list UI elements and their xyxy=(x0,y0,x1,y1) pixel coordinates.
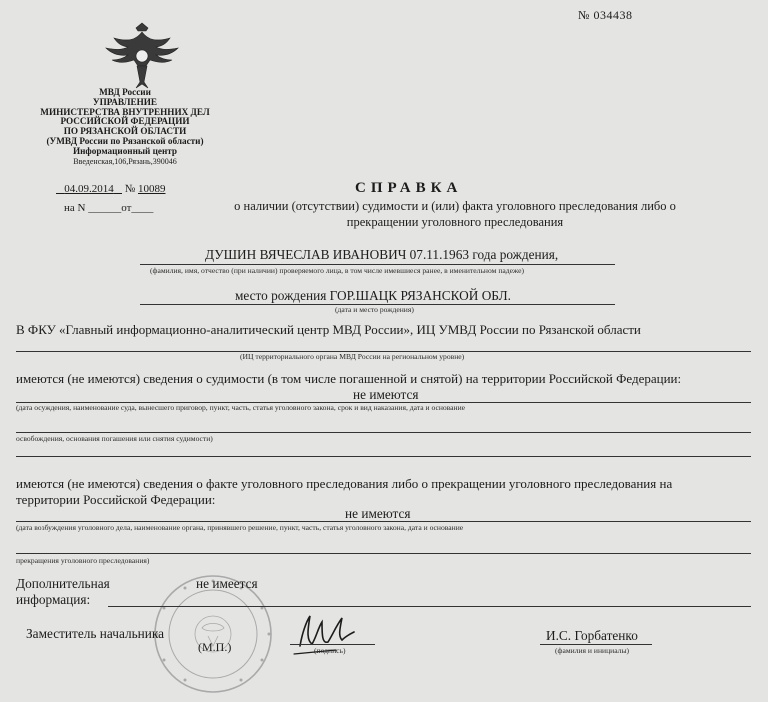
stamp-label: (М.П.) xyxy=(198,640,232,654)
org-line: РОССИЙСКОЙ ФЕДЕРАЦИИ xyxy=(60,116,190,127)
convictions-rule-2 xyxy=(16,432,751,433)
additional-value: не имеется xyxy=(196,576,258,591)
prosecution-value: не имеются xyxy=(345,506,411,521)
person-rule xyxy=(140,264,615,265)
prosecution-rule-1 xyxy=(16,521,751,522)
name-caption: (фамилия и инициалы) xyxy=(555,646,630,655)
organization-header xyxy=(25,88,225,166)
org-line: ПО РЯЗАНСКОЙ ОБЛАСТИ xyxy=(63,126,187,137)
organ-value: В ФКУ «Главный информационно-аналитический центр МВД России», ИЦ УМВД России по Рязанской области xyxy=(16,322,641,337)
convictions-caption-1: (дата осуждения, наименование суда, вынесшего приговор, пункт, часть, статья уголовного закона, срок и вид наказания, дата и основание xyxy=(16,403,466,412)
prosecution-statement-2: территории Российской Федерации: xyxy=(16,492,216,507)
convictions-value: не имеются xyxy=(353,387,419,402)
signoff-position: Заместитель начальника xyxy=(26,626,165,641)
additional-label-1: Дополнительная xyxy=(16,576,110,591)
signature-caption: (подпись) xyxy=(314,646,346,655)
document-number: № 034438 xyxy=(578,8,633,22)
double-headed-eagle-emblem-icon xyxy=(92,22,192,90)
prosecution-rule-2 xyxy=(16,553,751,554)
org-line: МИНИСТЕРСТВА ВНУТРЕННИХ ДЕЛ xyxy=(40,106,210,117)
signoff-name: И.С. Горбатенко xyxy=(546,628,638,643)
name-rule xyxy=(540,644,652,645)
person-value: ДУШИН ВЯЧЕСЛАВ ИВАНОВИЧ 07.11.1963 года рождения, xyxy=(205,247,559,262)
org-line: (УМВД России по Рязанской области) xyxy=(46,135,204,146)
additional-rule xyxy=(108,606,751,607)
issue-number: 10089 xyxy=(138,183,166,195)
convictions-statement: имеются (не имеются) сведения о судимости (в том числе погашенной и снятой) на территории Российской Федерации: xyxy=(16,371,682,386)
issue-date: 04.09.2014 xyxy=(64,183,114,195)
org-line: УПРАВЛЕНИЕ xyxy=(92,96,158,107)
birthplace-caption: (дата и место рождения) xyxy=(335,305,414,314)
convictions-rule-3 xyxy=(16,456,751,457)
prosecution-caption-1: (дата возбуждения уголовного дела, наименование органа, принявшего решение, пункт, часть, статья уголовного закона, дата и основание xyxy=(16,523,464,532)
org-line: Информационный центр xyxy=(72,145,178,156)
prosecution-statement-1: имеются (не имеются) сведения о факте уголовного преследования либо о прекращении уголовного преследования на xyxy=(16,476,673,491)
prosecution-caption-2: прекращения уголовного преследования) xyxy=(16,556,150,565)
organ-caption: (ИЦ территориального органа МВД России на региональном уровне) xyxy=(240,352,465,361)
org-line: МВД России xyxy=(99,87,151,97)
signature-rule xyxy=(290,644,375,645)
document-title: СПРАВКА xyxy=(355,180,463,196)
issue-date-number xyxy=(56,183,166,195)
document-subject: о наличии (отсутствии) судимости и (или) факта уголовного преследования либо о прекращении уголовного преследования xyxy=(234,199,676,229)
additional-label-2: информация: xyxy=(16,592,91,607)
person-caption: (фамилия, имя, отчество (при наличии) проверяемого лица, в том числе имевшиеся ранее, в именительном падеже) xyxy=(150,266,525,275)
issue-number-label: № xyxy=(124,183,136,195)
reference-line: на N ______от____ xyxy=(64,202,154,214)
convictions-caption-2: освобождения, основания погашения или снятия судимости) xyxy=(16,434,213,443)
org-address: Введенская,106,Рязань,390046 xyxy=(73,156,177,166)
birthplace-value: место рождения ГОР.ШАЦК РЯЗАНСКОЙ ОБЛ. xyxy=(235,288,511,303)
